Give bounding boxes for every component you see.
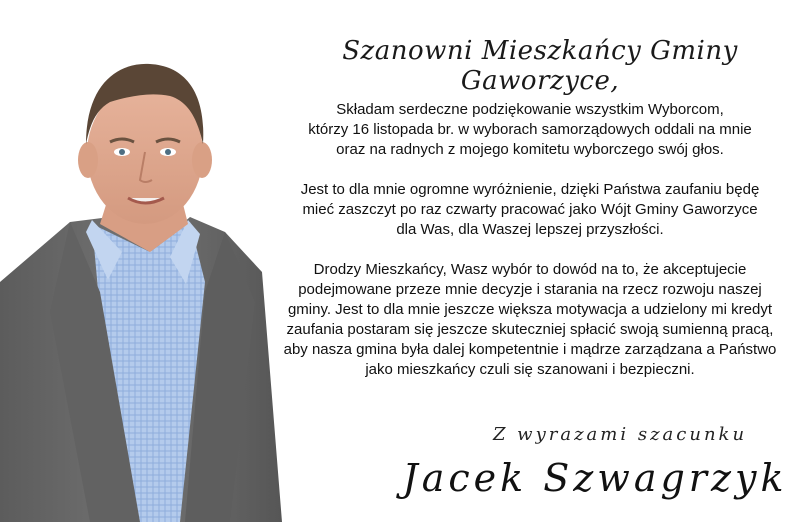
paragraph-thanks: Składam serdeczne podziękowanie wszystkim Wyborcom, którzy 16 listopada br. w wyborach samorządowych oddali na mnie oraz na radnych z mojego komitetu wyborczego swój głos. [308,101,752,158]
letter-body [262,100,798,400]
paragraph-motivation: Drodzy Mieszkańcy, Wasz wybór to dowód na to, że akceptujecie podejmowane przeze mnie decyzje i starania na rzecz rozwoju naszej gminy. Jest to dla mnie jeszcze większa motywacja a udzielony mi kredyt zaufania postaram się jeszcze skuteczniej spłacić swoją sumienną pracą, aby nasza gmina była dalej kompetentnie i mądrze zarządzana a Państwo jako mieszkańcy czuli się szanowani i bezpieczni. [283,261,777,378]
portrait-photo [0,52,282,522]
paragraph-distinction: Jest to dla mnie ogromne wyróżnienie, dzięki Państwa zaufaniu będę mieć zaszczyt po raz czwarty pracować jako Wójt Gminy Gaworzyce dla Was, dla Waszej lepszej przyszłości. [300,181,760,238]
signature: Jacek Szwagrzyk [402,456,788,500]
closing-phrase: Z wyrazami szacunku [492,424,748,445]
greeting-heading: Szanowni Mieszkańcy Gminy Gaworzyce, [342,36,738,96]
